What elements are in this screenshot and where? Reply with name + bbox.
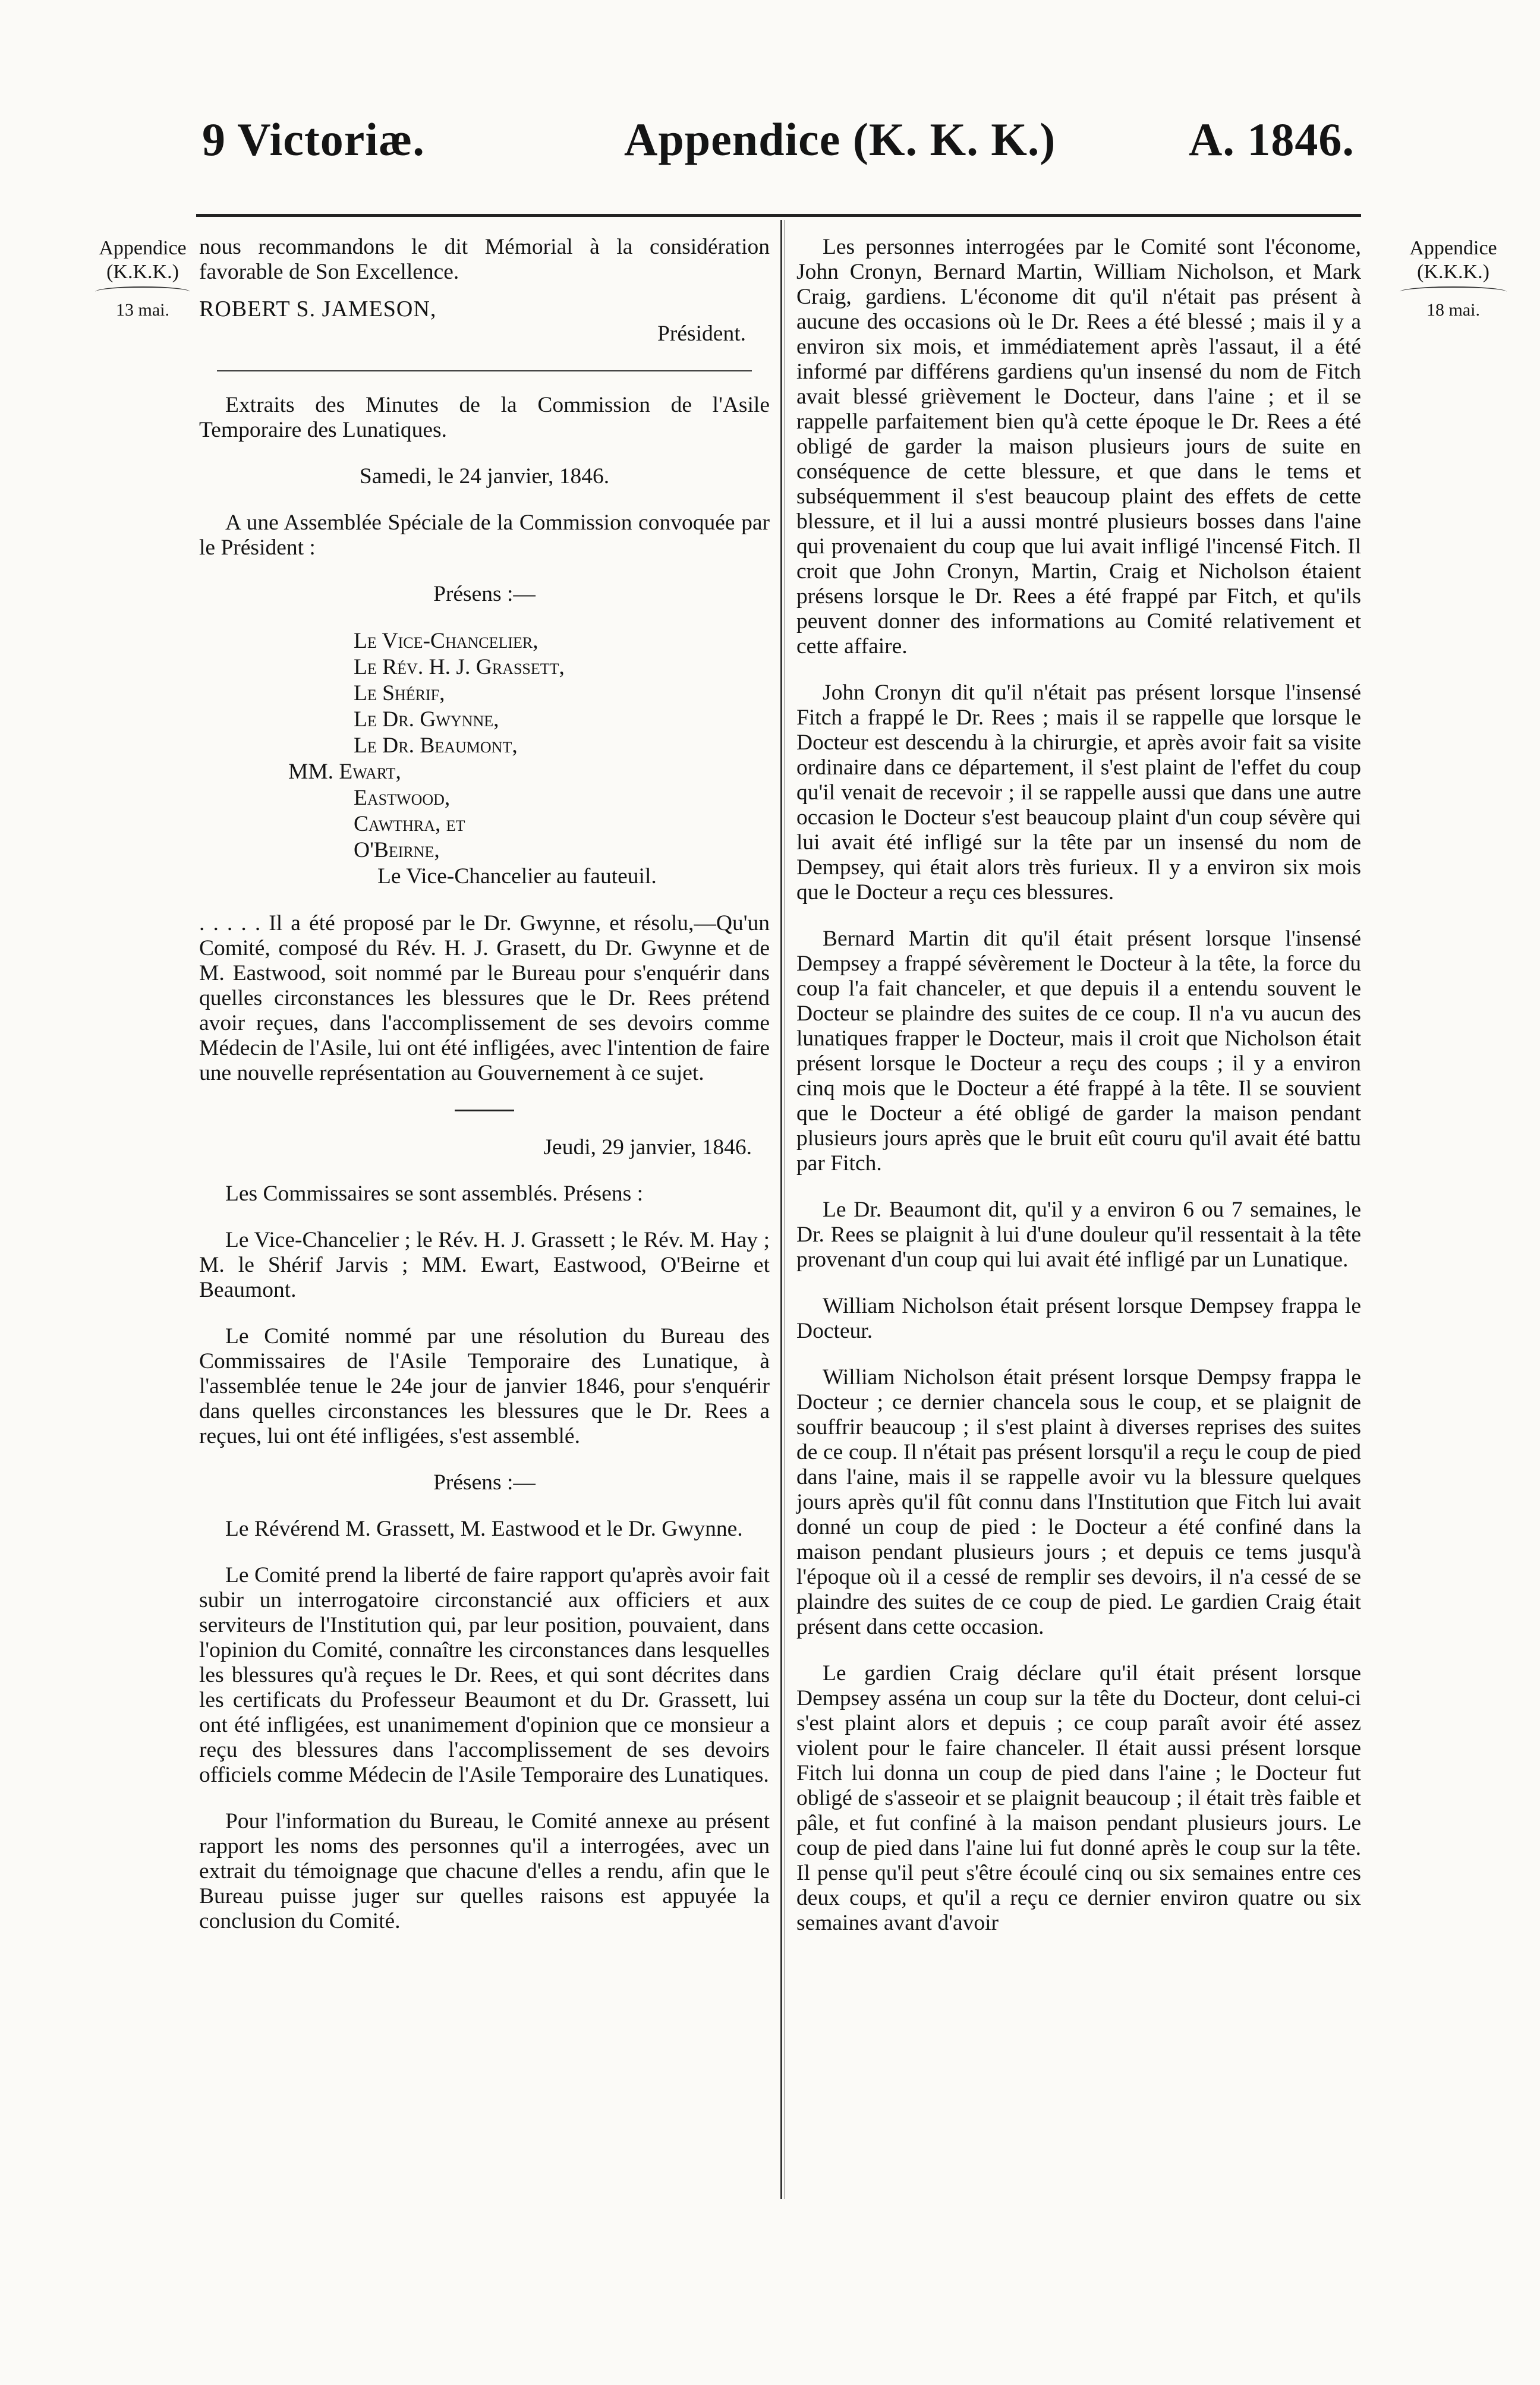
comite-paragraph: Le Comité nommé par une résolution du Bureau des Commissaires de l'Asile Temporaire des Lunatique, à l'assemblée tenue le 24e jour de janvier 1846, pour s'enquérir dans quelles circonstances les blessures que le Dr. Rees a reçues, lui ont été infligées, s'est assemblé. [199, 1324, 770, 1448]
presens-item: Le Vice-Chancelier au fauteuil. [377, 864, 657, 889]
margin-code: (K.K.K.) [106, 261, 179, 283]
signature-name: ROBERT S. JAMESON, [199, 297, 437, 322]
margin-label: Appendice [1409, 237, 1497, 259]
header-session: 9 Victoriæ. [202, 114, 425, 165]
left-column [199, 235, 770, 1934]
presens-item: Le Dr. Gwynne, [354, 707, 499, 732]
testimony-craig: Le gardien Craig déclare qu'il était présent lorsque Dempsey asséna un coup sur la tête du Docteur, dont celui-ci s'est plaint alors et depuis ; ce coup paraît avoir été assez violent pour le faire chanceler. Il était aussi présent lorsque Fitch lui donna un coup de pied dans l'aine ; le Docteur fut obligé de s'asseoir et se plaignit beaucoup ; il était très faible et pâle, et fut confiné à la maison pendant plusieurs jours. Le coup de pied dans l'aine lui fut donné après le coup sur la tête. Il pense qu'il peut s'être écoulé cinq ou six semaines entre ces deux coups, et qu'il a reçu ce dernier environ quatre ou six semaines avant d'avoir [796, 1661, 1361, 1935]
presens-paragraph: Le Vice-Chancelier ; le Rév. H. J. Grassett ; le Rév. M. Hay ; M. le Shérif Jarvis ; MM. Ewart, Eastwood, O'Beirne et Beaumont. [199, 1228, 770, 1302]
presens-item: Le Shérif, [354, 681, 445, 705]
paragraph-recommendation: nous recommandons le dit Mémorial à la considération favorable de Son Excellence. [199, 235, 770, 284]
testimony-beaumont: Le Dr. Beaumont dit, qu'il y a environ 6 ou 7 semaines, le Dr. Rees se plaignit à lui d'une douleur qu'il ressentait à la tête provenant d'un coup qui lui avait été infligé par un Lunatique. [796, 1198, 1361, 1272]
meeting-date-1: Samedi, le 24 janvier, 1846. [359, 464, 610, 489]
testimony-nicholson-short: William Nicholson était présent lorsque Dempsey frappa le Docteur. [796, 1294, 1361, 1343]
assembly-line: A une Assemblée Spéciale de la Commission convoquée par le Président : [199, 511, 770, 560]
commissaires-line: Les Commissaires se sont assemblés. Présens : [225, 1182, 644, 1206]
margin-date: 18 mai. [1426, 300, 1480, 320]
meeting-date-2: Jeudi, 29 janvier, 1846. [543, 1135, 752, 1160]
testimony-cronyn: John Cronyn dit qu'il n'était pas présent lorsque l'insensé Fitch a frappé le Dr. Rees ; mais il se rappelle que lorsque le Docteur est descendu à la chirurgie, et après avoir fait sa visite ordinaire dans ce département, il s'est plaint de l'effet du coup qu'il venait de recevoir ; il se rappelle aussi que dans une autre occasion le Docteur s'est beaucoup plaint d'un coup sévère qui lui avait été infligé sur la tête par un insensé du nom de Dempsey, qui était alors très furieux. Il y a environ six mois que le Docteur a reçu ces blessures. [796, 680, 1361, 905]
header-title: Appendice (K. K. K.) [624, 114, 1056, 165]
margin-note-left [89, 237, 196, 322]
margin-brace [95, 286, 190, 297]
presens-heading-2: Présens :— [433, 1470, 536, 1495]
presens-item: Le Rév. H. J. Grassett, [354, 655, 565, 679]
presens-members: Le Révérend M. Grassett, M. Eastwood et le Dr. Gwynne. [225, 1517, 743, 1541]
signature-title: Président. [657, 322, 746, 346]
presens-item: Le Vice-Chancelier, [354, 629, 538, 653]
margin-code: (K.K.K.) [1417, 261, 1489, 283]
section-rule [217, 370, 752, 371]
section-rule-short [455, 1110, 514, 1111]
margin-date: 13 mai. [116, 300, 169, 320]
testimony-nicholson: William Nicholson était présent lorsque Dempsy frappa le Docteur ; ce dernier chancela sous le coup, et se plaignit de souffrir beaucoup ; il s'est plaint à diverses reprises des suites de ce coup. Il n'était pas présent lorsqu'il a reçu le coup de pied dans l'aine, mais il se rappelle avoir vu la blessure quelques jours après qu'il fût connu dans l'Institution que Fitch lui avait donné un coup de pied : le Docteur a été confiné dans la maison pendant plusieurs jours ; et depuis ce tems jusqu'à l'époque où il a cessé de remplir ses devoirs, il n'a cessé de se plaindre des suites de ce coup de pied. Le gardien Craig était présent dans cette occasion. [796, 1365, 1361, 1639]
presens-item: Eastwood, [354, 786, 451, 810]
testimony-econome: Les personnes interrogées par le Comité sont l'économe, John Cronyn, Bernard Martin, William Nicholson, et Mark Craig, gardiens. L'économe dit qu'il n'était pas présent à aucune des occasions où le Dr. Rees a été blessé ; mais il y a environ six mois, et immédiatement après l'assaut, il a été informé par différens gardiens qu'un insensé du nom de Fitch avait blessé grièvement le Docteur, dans l'aine ; et il se rappelle parfaitement bien qu'à cette époque le Dr. Rees a été obligé de garder la maison plusieurs jours de suite en conséquence de cette blessure, et que dans le tems et subséquemment il s'est beaucoup plaint des effets de cette blessure, et il lui a aussi montré plusieurs bosses dans l'aine qui provenaient du coup que lui avait infligé l'incensé Fitch. Il croit que John Cronyn, Martin, Craig et Nicholson étaient présens lorsque le Dr. Rees a été frappé par Fitch, et qu'ils peuvent donner des informations au Comité relativement et cette affaire. [796, 235, 1361, 659]
presens-item: MM. Ewart, [288, 760, 401, 784]
testimony-martin: Bernard Martin dit qu'il était présent lorsque l'insensé Dempsey a frappé sévèrement le Docteur à la tête, la force du coup l'a fait chanceler, et que depuis il a entendu souvent le Docteur se plaindre des suites de ce coup. Il n'a vu aucun des lunatiques frapper le Docteur, mais il croit que Nicholson était présent lorsque le Docteur a reçu des coups ; il y a environ cinq mois que le Docteur a été frappé à la tête. Il se souvient que le Docteur a été obligé de garder la maison pendant plusieurs jours après que le bruit eût couru qu'il avait été battu par Fitch. [796, 927, 1361, 1176]
right-column [796, 235, 1361, 1936]
presens-item: Le Dr. Beaumont, [354, 733, 518, 758]
margin-note-right [1394, 237, 1513, 322]
extract-title: Extraits des Minutes de la Commission de l'Asile Temporaire des Lunatiques. [199, 393, 770, 442]
presens-heading: Présens :— [433, 582, 536, 606]
header-year: A. 1846. [1189, 114, 1355, 165]
page-header [0, 113, 1540, 184]
presens-item: O'Beirne, [354, 838, 440, 862]
margin-label: Appendice [99, 237, 187, 259]
margin-brace [1400, 286, 1507, 297]
presens-list [288, 628, 770, 890]
presens-item: Cawthra, et [354, 812, 465, 836]
information-paragraph: Pour l'information du Bureau, le Comité annexe au présent rapport les noms des personnes qu'il a interrogées, avec un extrait du témoignage que chacune d'elles a rendu, afin que le Bureau puisse juger sur quelles raisons est appuyée la conclusion du Comité. [199, 1809, 770, 1933]
resolution-paragraph: . . . . . Il a été proposé par le Dr. Gwynne, et résolu,—Qu'un Comité, composé du Rév. H. J. Grasett, du Dr. Gwynne et de M. Eastwood, soit nommé par le Bureau pour s'enquérir dans quelles circonstances les blessures que le Dr. Rees prétend avoir reçues, dans l'accomplissement de ses devoirs comme Médecin de l'Asile, lui ont été infligées, avec l'intention de faire une nouvelle représentation au Gouvernement à ce sujet. [199, 911, 770, 1085]
column-divider [780, 220, 782, 2199]
rapport-paragraph: Le Comité prend la liberté de faire rapport qu'après avoir fait subir un interrogatoire circonstancié aux officiers et aux serviteurs de l'Institution qui, par leur position, pouvaient, dans l'opinion du Comité, connaître les circonstances dans lesquelles les blessures qu'à reçues le Dr. Rees, et qui sont décrites dans les certificats du Professeur Beaumont et du Dr. Grassett, lui ont été infligées, est unanimement d'opinion que ce monsieur a reçu des blessures dans l'accomplissement de ses devoirs officiels comme Médecin de l'Asile Temporaire des Lunatiques. [199, 1563, 770, 1787]
header-rule [196, 214, 1361, 217]
